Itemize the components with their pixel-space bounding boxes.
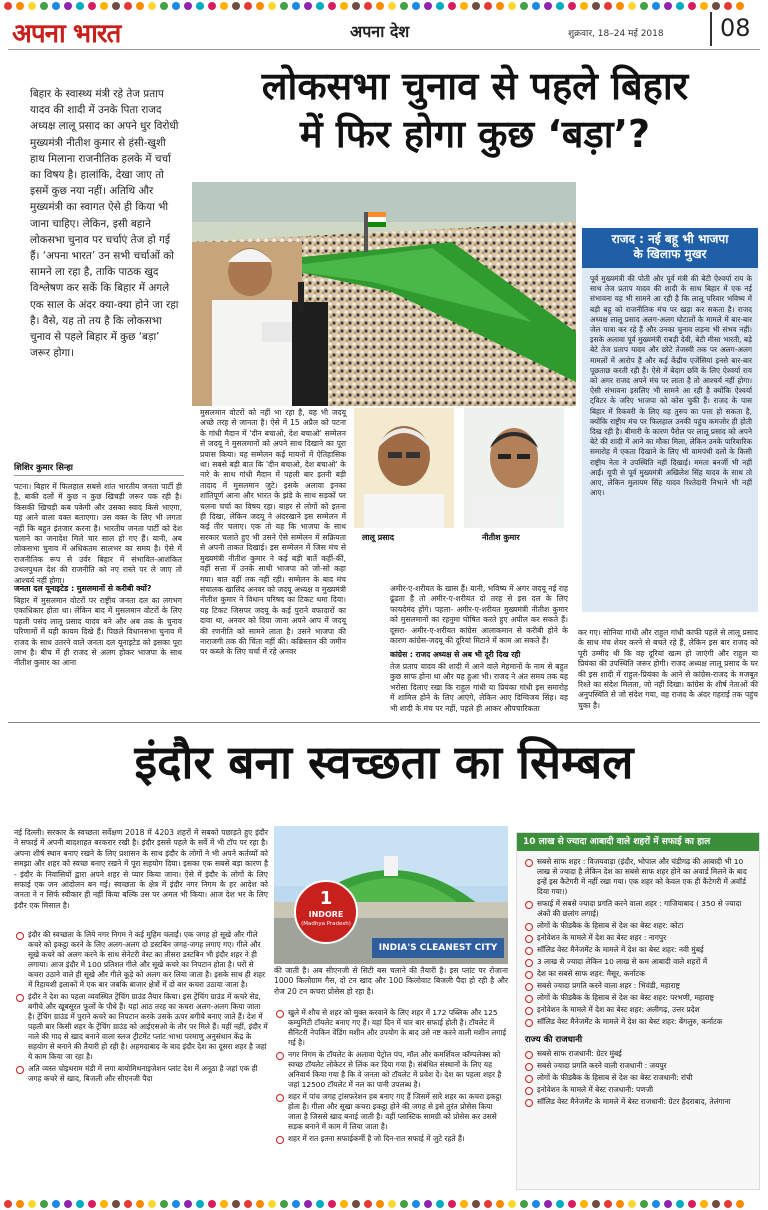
list-item: सॉलिड वेस्ट मैनेजमेंट के मामले में बेस्ट राजधानी: ग्रेटर हैदराबाद, तेलंगाना: [523, 1097, 753, 1107]
decorative-dot: [412, 2, 420, 10]
list-item: नगर निगम के टॉयलेट के अलावा पेट्रोल पंप, मॉल और कमर्शियल कॉम्पलेक्स को स्वच्छ टॉयलेट लोकेटर से लिंक कर दिया गया है। संबंधित संस्थानों के लिए यह अनिवार्य किया गया है कि वे जनता को टॉयलेट में प्रवेश दें। देश का पहला शहर है जहां 12500 टॉयलेट में नल का पानी उपलब्ध है।: [274, 1050, 508, 1090]
decorative-dot: [496, 2, 504, 10]
decorative-dot: [640, 2, 648, 10]
decorative-dot: [676, 1200, 684, 1208]
section-name: अपना देश: [350, 22, 410, 41]
decorative-dot: [628, 2, 636, 10]
decorative-dot: [304, 2, 312, 10]
decorative-dot: [556, 2, 564, 10]
decorative-dot: [580, 2, 588, 10]
decorative-dot: [460, 1200, 468, 1208]
decorative-dot: [424, 1200, 432, 1208]
decorative-dot: [520, 2, 528, 10]
decorative-dot: [268, 2, 276, 10]
sidebar-capitals-subtitle: राज्य की राजधानी: [525, 1035, 583, 1045]
decorative-dot: [232, 1200, 240, 1208]
story2-headline: इंदौर बना स्वच्छता का सिम्बल: [134, 735, 634, 789]
decorative-dot: [64, 2, 72, 10]
decorative-dot: [160, 1200, 168, 1208]
decorative-dot: [328, 1200, 336, 1208]
decorative-dot: [496, 1200, 504, 1208]
decorative-dot: [4, 1200, 12, 1208]
story2-col2-lead: की जाती है। अब सीएनजी से सिटी बस चलाने की तैयारी है। इस प्लांट पर रोजाना 1000 किलोग्राम गैस, दो टन खाद और 100 किलोवाट बिजली पैदा हो रही है और रोज 20 टन कचरा प्रोसेस हो रहा है।: [274, 966, 508, 996]
page-number-divider: [710, 12, 712, 46]
decorative-dot: [412, 1200, 420, 1208]
list-item: लोगों के फीडबैक के हिसाब से देश का बेस्ट शहर: कोटा: [523, 921, 753, 931]
decorative-dot: [448, 1200, 456, 1208]
decorative-dot: [448, 2, 456, 10]
decorative-dot: [76, 1200, 84, 1208]
subhead-congress: कांग्रेस :: [390, 650, 413, 659]
decorative-dot: [736, 1200, 744, 1208]
decorative-dot: [124, 1200, 132, 1208]
decorative-dot: [112, 1200, 120, 1208]
decorative-dot: [592, 2, 600, 10]
masthead-logo: अपना भारत: [12, 19, 121, 49]
story1-col2-top: मुसलमान वोटरों को नहीं भा रहा है, यह भी जदयू अच्छे तरह से जानता है। ऐसे में 15 अप्रैल को पटना के गांधी मैदान में 'दीन बचाओ, देश बचाओ' सम्मेलन से जदयू ने मुसलमानों को अपने साथ दिखाने का पूरा प्रयास किया। यह सम्मेलन कई मायनों में ऐतिहासिक था। सबसे बड़ी बात कि 'दीन बचाओ, देश बचाओ' के नारे के साथ गांधी मैदान में पहली बार इतनी बड़ी तादाद में मुसलमान जुटे। इसके अलावा इनका शांतिपूर्ण आना और भारत के झंडे के साथ सड़कों पर चलना चर्चा का विषय रहा। बाहर से लोगों को इतना ही दिखा, लेकिन जदयू ने अंदरखाने इस सम्मेलन में कई तीर चलाए। एक तो यह कि भाजपा के साथ सरकार चलाते हुए भी उसने ऐसे सम्मेलन में सक्रियता से अपनी ताकत दिखाई। इस सम्मेलन में जिस मंच से मुख्यमंत्री नीतीश कुमार ने कई बड़ी बातें कहीं-कीं, वहीं सत्ता में उनके साथी भाजपा को जो-सो कहा गया। बात वहीं तक नहीं रही। सम्मेलन के बाद मंच संचालक खालिद अनवर को जदयू अध्यक्ष व मुख्यमंत्री नीतीश कुमार ने विधान परिषद का टिकट थमा दिया। यह टिकट जिसपर जदयू के कई पुराने वफादारों का दावा था, अनवर को दिया जाना अपने आप में जदयू की रणनीति को सामने लाता है। उसने भाजपा की नाराजगी तक की चिंता नहीं की। कब्रिस्तान की जमीन पर कब्जे के लिए चर्चा में रहे अनवर: [200, 408, 346, 657]
decorative-dot: [340, 2, 348, 10]
decorative-dot: [100, 2, 108, 10]
list-item: सबसे ज्यादा प्रगति करने वाला शहर : भिवंडी, महाराष्ट्र: [523, 981, 753, 991]
sidebar-cities-title: 10 लाख से ज्यादा आबादी वाले शहरों में सफाई का हाल: [517, 833, 759, 851]
decorative-dot: [256, 1200, 264, 1208]
decorative-dot: [148, 2, 156, 10]
decorative-dot: [724, 2, 732, 10]
decorative-dot: [160, 2, 168, 10]
decorative-dot: [736, 2, 744, 10]
decorative-dot: [172, 2, 180, 10]
decorative-dot: [184, 2, 192, 10]
list-item: इनोवेशन के मामले में देश का बेस्ट शहर : नागपुर: [523, 933, 753, 943]
list-item: शहर में पांच जगह ट्रांसफरेशन हब बनाए गए हैं जिसमें सारे शहर का कचरा इकट्ठा होता है। गीला और सूखा कचरा इकट्ठा होने की जगह से इसे तुरंत प्रोसेस किया जाता है जिससे खाद बनाई जाती है। वहीं प्लास्टिक सामग्री को प्रोसेस कर उससे सड़क बनाने में काम में लिया जाता है।: [274, 1092, 508, 1132]
photo-caption-nitish: नीतीश कुमार: [482, 533, 520, 542]
decorative-dot: [484, 1200, 492, 1208]
decorative-dot: [28, 2, 36, 10]
decorative-dot: [196, 1200, 204, 1208]
list-item: 3 लाख से ज्यादा लेकिन 10 लाख से कम आबादी वाले शहरों में: [523, 957, 753, 967]
sidebar-cities-list: [517, 851, 759, 1027]
decorative-dot: [640, 1200, 648, 1208]
indore-photo: [274, 826, 508, 964]
decorative-dot: [520, 1200, 528, 1208]
masthead: [8, 14, 760, 50]
decorative-dot: [436, 1200, 444, 1208]
sidebar-rjd: [582, 228, 758, 612]
list-item: अति व्यस्त चोइथराम मंडी में लगा बायोमिथनाइजेशन प्लांट देश में अनूठा है जहां एक ही जगह कचरे से खाद, बिजली और सीएनजी पैदा: [14, 1064, 268, 1084]
story1-headline: [192, 62, 758, 158]
decorative-dot: [472, 1200, 480, 1208]
decorative-dot: [268, 1200, 276, 1208]
decorative-dot: [352, 1200, 360, 1208]
decorative-dot: [208, 1200, 216, 1208]
portraits: [352, 408, 578, 568]
decorative-dot: [136, 2, 144, 10]
decorative-dot: [532, 1200, 540, 1208]
decorative-dot: [592, 1200, 600, 1208]
decorative-dot: [172, 1200, 180, 1208]
decorative-dot: [232, 2, 240, 10]
decorative-dot: [688, 1200, 696, 1208]
issue-date: शुक्रवार, 18–24 मई 2018: [568, 29, 664, 39]
decorative-dot: [256, 2, 264, 10]
story1-col3: अमीर-ए-शरीयत के खास हैं। यानी, भविष्य में अगर जदयू नई राह ढूंढता है तो अमीर-ए-शरीयत दो तरह से इस दल के लिए फायदेमंद होंगे। पहला- अमीर-ए-शरीयत मुख्यमंत्री नीतीश कुमार को मुसलमानों का रहनुमा घोषित करते हुए अपील कर सकते हैं। दूसरा- अमीर-ए-शरीयत कांग्रेस आलाकमान से करीबी होने के कारण कांग्रेस-जदयू की दूरियां मिटाने में काम आ सकते हैं।: [390, 584, 568, 646]
decorative-dot: [568, 2, 576, 10]
decorative-dot: [376, 1200, 384, 1208]
decorative-dot: [436, 2, 444, 10]
decorative-dot: [604, 2, 612, 10]
decorative-dot: [712, 1200, 720, 1208]
section-divider: [8, 722, 760, 723]
decorative-dot: [40, 1200, 48, 1208]
list-item: शहर में रात इतना सफाईकर्मी है जो दिन-रात सफाई में जुटे रहते हैं।: [274, 1134, 508, 1144]
decorative-dot: [652, 2, 660, 10]
list-item: इनोवेशन के मामले में देश का बेस्ट शहर: अलीगढ़, उत्तर प्रदेश: [523, 1005, 753, 1015]
list-item: खुले में शौच से शहर को मुक्त करवाने के लिए शहर में 172 पब्लिक और 125 कम्युनिटी टॉयलेट बनाए गए हैं। यहां दिन में चार बार सफाई होती है। टॉयलेट में सैनिटरी नेपकिन वेंडिंग मशीन और उपयोग के बाद उसे नष्ट करने वाली मशीन लगाई गई है।: [274, 1008, 508, 1048]
story1-col2: [200, 568, 376, 708]
decorative-dot: [220, 2, 228, 10]
decorative-dot: [280, 1200, 288, 1208]
decorative-dot: [484, 2, 492, 10]
decorative-dot: [316, 1200, 324, 1208]
indore-rank-badge: [294, 880, 358, 944]
decorative-dot: [124, 2, 132, 10]
decorative-dot: [568, 1200, 576, 1208]
decorative-dot: [88, 2, 96, 10]
decorative-dot: [16, 1200, 24, 1208]
decorative-dot: [388, 2, 396, 10]
decorative-dot: [556, 1200, 564, 1208]
decorative-dot: [4, 2, 12, 10]
badge-state: (Madhya Pradesh): [301, 921, 351, 927]
decorative-dot: [76, 2, 84, 10]
decorative-dot: [352, 2, 360, 10]
decorative-dot: [340, 1200, 348, 1208]
subhead-jdu-rest: मुसलमानों से करीबी क्यों?: [74, 584, 152, 593]
list-item: इंदौर की स्वच्छता के लिये नगर निगम ने कई मुहिम चलाईं। एक जगह हो सूखे और गीले कचरे को इकट्ठा करने के लिए अलग-अलग दो डस्टबिन जगह-जगह लगाए गए। गीले और सूखे कचरे को अलग करने के साथ सेनेटरी वेस्ट का तीसरा डस्टबिन भी इंदौर शहर ने ही लगाया। आज इंदौर में 100 प्रतिशत गीले और सूखे कचरे का निपटान होता है। घरों से कचरा उठाने वाले ही सूखे और गीले कूड़े को अलग कर लिया जाता है। इसके साथ ही शहर में रिहायशी इलाकों में एक बार जबकि बाजार क्षेत्रों में दो बार कचरा उठाया जाता है।: [14, 930, 268, 990]
decorative-dot: [52, 2, 60, 10]
sidebar-rjd-body: पूर्व मुख्यमंत्री की पोती और पूर्व मंत्री की बेटी ऐश्वर्या राय के साथ तेज प्रताप यादव की शादी के साथ बिहार में एक नई संभावना यह भी सामने आ रही है कि लालू परिवार भविष्य में बड़ी बहू को राजनीतिक मंच पर खड़ा कर सकता है। राजद अध्यक्ष लालू प्रसाद अलग-अलग घोटालों के मामले में बार-बार जेल यात्रा कर रहे हैं और उनका चुनाव लड़ना भी संभव नहीं। इसके अलावा पूर्व मुख्यमंत्री राबड़ी देवी, बेटी मीसा भारती, बड़े बेटे तेज प्रताप यादव और छोटे तेजस्वी तक पर अलग-अलग मामलों में आरोप हैं और कई केंद्रीय एजेंसियां इनसे बार-बार पूछताछ करती रही हैं। ऐसे में बेदाग छवि के लिए ऐश्वर्या राय को अगर राजद अपने मंच पर लाता है तो आश्चर्य नहीं होगा। ऐसी संभावना इसलिए भी सामने आ रही है क्योंकि ऐश्वर्या ट्विटर के जरिए भाजपा को कोस चुकी हैं। राजद के पास बिहार में रिकवरी के लिए यह तुरुप का पत्ता हो सकता है, क्योंकि राष्ट्रीय मंच पर फिलहाल उनकी पहुंच कमजोर ही होती दिख रही है। बीमारी के कारण पैरोल पर लालू प्रसाद को अपने बेटे की शादी में आने का मौका मिला, लेकिन उनके पारिवारिक समारोह में एकता दिखाने के लिए भी वामपंथी दलों के किसी राष्ट्रीय नेता ने उपस्थिति नहीं दिखाई। ममता बनर्जी भी नहीं आईं। यूपी से पूर्व मुख्यमंत्री अखिलेश सिंह यादव के साथ तो आए, लेकिन मुलायम सिंह यादव रिश्तेदारी निभाने भी नहीं आए।: [590, 274, 752, 498]
decorative-dot: [40, 2, 48, 10]
decorative-dot: [280, 2, 288, 10]
cleanest-city-banner: INDIA'S CLEANEST CITY: [372, 938, 504, 958]
subhead-jdu: जनता दल यूनाइटेड :: [14, 584, 75, 593]
sidebar-rjd-title-line1: राजद : नई बहू भी भाजपा: [611, 232, 729, 246]
story1-col1b: बिहार में मुसलमान वोटरों पर राष्ट्रीय जनता दल का लगभग एकाधिकार होता था। लेकिन बाद में मुसलमान वोटरों के लिए पहली पसंद लालू प्रसाद यादव बने और अब तक के चुनाव परिणामों में यही कायम दिखे हैं। पिछले विधानसभा चुनाव में राजद के साथ उतरने वाले जनता दल यूनाइटेड को इसका पूरा लाभ है। बीच में ही राजद से अलग होकर भाजपा के साथ नीतीश कुमार का आना: [14, 596, 182, 668]
subhead-congress-rest: राजद अध्यक्ष से अब भी दूरी दिख रही: [415, 650, 521, 659]
page-number: 08: [720, 14, 751, 42]
list-item: सॉलिड वेस्ट मैनेजमेंट के मामले में देश का बेस्ट शहर: बेंगलुरु, कर्नाटक: [523, 1017, 753, 1027]
list-item: सबसे साफ शहर : विजयवाड़ा (इंदौर, भोपाल और चंडीगढ़ की आबादी भी 10 लाख से ज्यादा है लेकिन देश का सबसे साफ शहर होने का अवार्ड मिलने के बाद इन्हें इस कैटेगरी में नहीं रखा गया। एक शहर को केवल एक ही कैटेगरी में अवॉर्ड दिया गया।): [523, 857, 753, 897]
story2-col1-bullets: [14, 930, 268, 1084]
decorative-dot: [424, 2, 432, 10]
list-item: देश का सबसे साफ शहर: मैसूर, कर्नाटक: [523, 969, 753, 979]
decorative-dot: [148, 1200, 156, 1208]
decorative-dot: [472, 2, 480, 10]
decorative-dot: [100, 1200, 108, 1208]
decorative-dot: [400, 1200, 408, 1208]
rally-crowd-illustration: [192, 182, 576, 406]
decorative-dot: [244, 1200, 252, 1208]
sidebar-rjd-title-line2: के खिलाफ मुखर: [633, 247, 707, 261]
decorative-dot: [604, 1200, 612, 1208]
decorative-dot: [400, 2, 408, 10]
story2-col1: [14, 828, 268, 1190]
story2-col1-lead: नई दिल्ली। सरकार के स्वच्छता सर्वेक्षण 2018 में 4203 शहरों में सबको पछाड़ते हुए इंदौर ने सफाई में अपनी बादशाहत बरकरार रखी है। इंदौर इससे पहले के सर्वे में भी टॉप पर रहा है। अपना शीर्ष स्थान बनाए रखने के लिए प्रशासन के साथ इंदौर के लोगों ने भी अपने कर्तव्यों को समझा और शहर को स्वच्छ बनाए रखने में पूरा सहयोग दिया। इसका एक सबसे बड़ा कारण है - इंदौर के निवासियों द्वारा अपने शहर से प्यार किया जाना। ऐसे में इंदौर के लोगों के लिए सफाई एक जन आंदोलन बन गई। स्वच्छता के क्षेत्र में इंदौर नगर निगम के हर आदेश को जनता ने न सिर्फ स्वीकार ही नहीं किया बल्कि उस पर अमल भी किया। आज देश भर के लिए इंदौर एक मिसाल है।: [14, 828, 268, 910]
photo-caption-lalu: लालू प्रसाद: [362, 533, 394, 542]
decorative-dot: [64, 1200, 72, 1208]
story1-col4: कर गए। सोनिया गांधी और राहुल गांधी काफी पहले से लालू प्रसाद के साथ मंच शेयर करने से बचते रहे हैं, लेकिन इस बार राजद को पूरी उम्मीद थी कि वह दूरियां खत्म हो जाएंगी और राहुल या प्रियंका की उपस्थिति जरूर होगी। राजद अध्यक्ष लालू प्रसाद के घर की इस शादी में राहुल-प्रियंका के आने से कांग्रेस-राजद के मजबूत रिश्ते का संदेश मिलता, जो नहीं दिखा। कांग्रेस के शीर्ष नेताओं की अनुपस्थिति से जो संदेश गया, वह राजद के अंदर गहराई तक पहुंच चुका है।: [578, 628, 758, 710]
sidebar-capitals-list: [517, 1047, 759, 1107]
sidebar-rjd-title: [582, 228, 758, 268]
list-item: सबसे साफ राजधानी: ग्रेटर मुंबई: [523, 1049, 753, 1059]
story2-col2-bullets: [274, 1008, 508, 1144]
decorative-dot: [700, 2, 708, 10]
list-item: लोगों के फीडबैक के हिसाब से देश का बेस्ट शहर: परभणी, महाराष्ट्र: [523, 993, 753, 1003]
decorative-dot: [652, 1200, 660, 1208]
story1-col1-subhead: [14, 584, 182, 594]
decorative-dot: [220, 1200, 228, 1208]
decorative-dot: [316, 2, 324, 10]
list-item: लोगों के फीडबैक के हिसाब से देश का बेस्ट राजधानी: रांची: [523, 1073, 753, 1083]
nitish-photo: [464, 408, 564, 528]
badge-city: INDORE: [308, 910, 344, 919]
decorative-dot: [508, 2, 516, 10]
decorative-dot: [16, 2, 24, 10]
decorative-dot: [628, 1200, 636, 1208]
decorative-dot: [544, 1200, 552, 1208]
decorative-dot: [544, 2, 552, 10]
decorative-dot: [712, 2, 720, 10]
decorative-dot: [508, 1200, 516, 1208]
sidebar-cities: [516, 832, 760, 1190]
top-color-dots: [0, 2, 768, 12]
decorative-dot: [676, 2, 684, 10]
badge-rank: 1: [319, 888, 333, 909]
lalu-photo: [354, 408, 454, 528]
decorative-dot: [580, 1200, 588, 1208]
decorative-dot: [292, 1200, 300, 1208]
decorative-dot: [616, 2, 624, 10]
list-item: सफाई में सबसे ज्यादा प्रगति करने वाला शहर : गाजियाबाद ( 350 से ज्यादा अंकों की छलांग लगाई): [523, 899, 753, 919]
decorative-dot: [616, 1200, 624, 1208]
decorative-dot: [688, 2, 696, 10]
decorative-dot: [28, 1200, 36, 1208]
decorative-dot: [88, 1200, 96, 1208]
decorative-dot: [532, 2, 540, 10]
decorative-dot: [292, 2, 300, 10]
story1-col1: पटना। बिहार में फिलहाल सबसे शांत भारतीय जनता पार्टी ही है, बाकी दलों में कुछ न कुछ खिचड़ी जरूर पक रही है। किसकी खिचड़ी कब पकेगी और उसका स्वाद किसे भाएगा, यह आने वाला वक्त बताएगा। उस वक्त के लिए भी लगता नहीं कि बहुत इंतजार करना है। भारतीय जनता पार्टी को देश चलाने का जनादेश मिले चार साल हो गए हैं। यानी, अब लोकसभा चुनाव में अधिकतम सालभर का समय है। ऐसे में राजनीतिक रूप से उर्वर बिहार में संभावित-आशंकित उथलपुथल देश की राजनीति को नए रास्ते पर ले जाए तो आश्चर्य नहीं होगा।: [14, 482, 182, 585]
list-item: सॉलिड वेस्ट मैनेजमेंट के मामले में देश का बेस्ट शहर: नवी मुंबई: [523, 945, 753, 955]
list-item: सबसे ज्यादा प्रगति करने वाली राजधानी : जयपुर: [523, 1061, 753, 1071]
story1-headline-line1: लोकसभा चुनाव से पहले बिहार: [261, 64, 689, 108]
list-item: इंदौर ने देश का पहला व्यवस्थित ट्रेंचिंग ग्राउंड तैयार किया। इस ट्रेंचिंग ग्राउंड में कचरे सेड, बगीचे और खूबसूरत फूलों के पौधे हैं। यहां आठ तरह का कचरा अलग-अलग किया जाता है। ट्रेंचिंग ग्राउंड में पुराने कचरे का निपटान करके उसके ऊपर बगीचे बनाए जाते हैं। देश में पहली बार किसी शहर के ट्रेंचिंग ग्राउंड को आईएसओ के तौर पर मिले हैं। यहीं नहीं, इंदौर में नाले की गाद से खाद बनाने वाला स्लज ट्रीटमेंट प्लांट भाभा परमाणु अनुसंधान केंद्र के सहयोग से बनाने की तैयारी हो रही है। अहमदाबाद के बाद इंदौर देश का दूसरा शहर है जहां ये काम किया जा रहा है।: [14, 992, 268, 1062]
bottom-color-dots: [0, 1200, 768, 1210]
decorative-dot: [364, 2, 372, 10]
decorative-dot: [328, 2, 336, 10]
story1-col3-subhead: [390, 650, 568, 660]
byline: शिशिर कुमार सिन्हा: [14, 462, 184, 476]
decorative-dot: [184, 1200, 192, 1208]
decorative-dot: [304, 1200, 312, 1208]
decorative-dot: [364, 1200, 372, 1208]
list-item: इनोवेशन के मामले में बेस्ट राजधानी: पणजी: [523, 1085, 753, 1095]
story1-headline-line2: में फिर होगा कुछ ‘बड़ा’?: [299, 112, 651, 156]
decorative-dot: [376, 2, 384, 10]
decorative-dot: [724, 1200, 732, 1208]
rally-photo: [192, 182, 576, 406]
story1-col3b: तेज प्रताप यादव की शादी में आने वाले मेहमानों के नाम से बहुत कुछ साफ होना था और यह हुआ भी। राजद ने अंत समय तक यह भरोसा दिलाए रखा कि राहुल गांधी या प्रियंका गांधी इस समारोह में शामिल होने के लिए आएंगे, लेकिन आए दिग्विजय सिंह। वह भी शादी के मंच पर नहीं, पहले ही आकर औपचारिकता: [390, 662, 568, 713]
decorative-dot: [664, 2, 672, 10]
decorative-dot: [388, 1200, 396, 1208]
story2-col2: [274, 966, 508, 1192]
decorative-dot: [136, 1200, 144, 1208]
decorative-dot: [112, 2, 120, 10]
decorative-dot: [664, 1200, 672, 1208]
decorative-dot: [208, 2, 216, 10]
decorative-dot: [196, 2, 204, 10]
decorative-dot: [244, 2, 252, 10]
story1-intro: बिहार के स्वास्थ्य मंत्री रहे तेज प्रताप यादव की शादी में उनके पिता राजद अध्यक्ष लालू प्रसाद का अपने धुर विरोधी मुख्यमंत्री नीतीश कुमार से हंसी-खुशी हाथ मिलाना राजनीतिक हलके में चर्चा का विषय है। हालांकि, देखा जाए तो इसमें कुछ नया नहीं। अतिथि और मुख्यमंत्री का स्वागत ऐसे ही किया भी जाना चाहिए। लेकिन, इसी बहाने लोकसभा चुनाव पर चर्चाएं तेज हो गई हैं। ‘अपना भारत’ उन सभी चर्चाओं को सामने ला रहा है, ताकि पाठक खुद विश्लेषण कर सकें कि बिहार में अगले एक साल के अंदर क्या-क्या होने जा रहा है। वैसे, यह तो तय है कि लोकसभा चुनाव से पहले बिहार में कुछ ‘बड़ा’ जरूर होगा।: [30, 88, 179, 360]
decorative-dot: [460, 2, 468, 10]
decorative-dot: [700, 1200, 708, 1208]
decorative-dot: [52, 1200, 60, 1208]
